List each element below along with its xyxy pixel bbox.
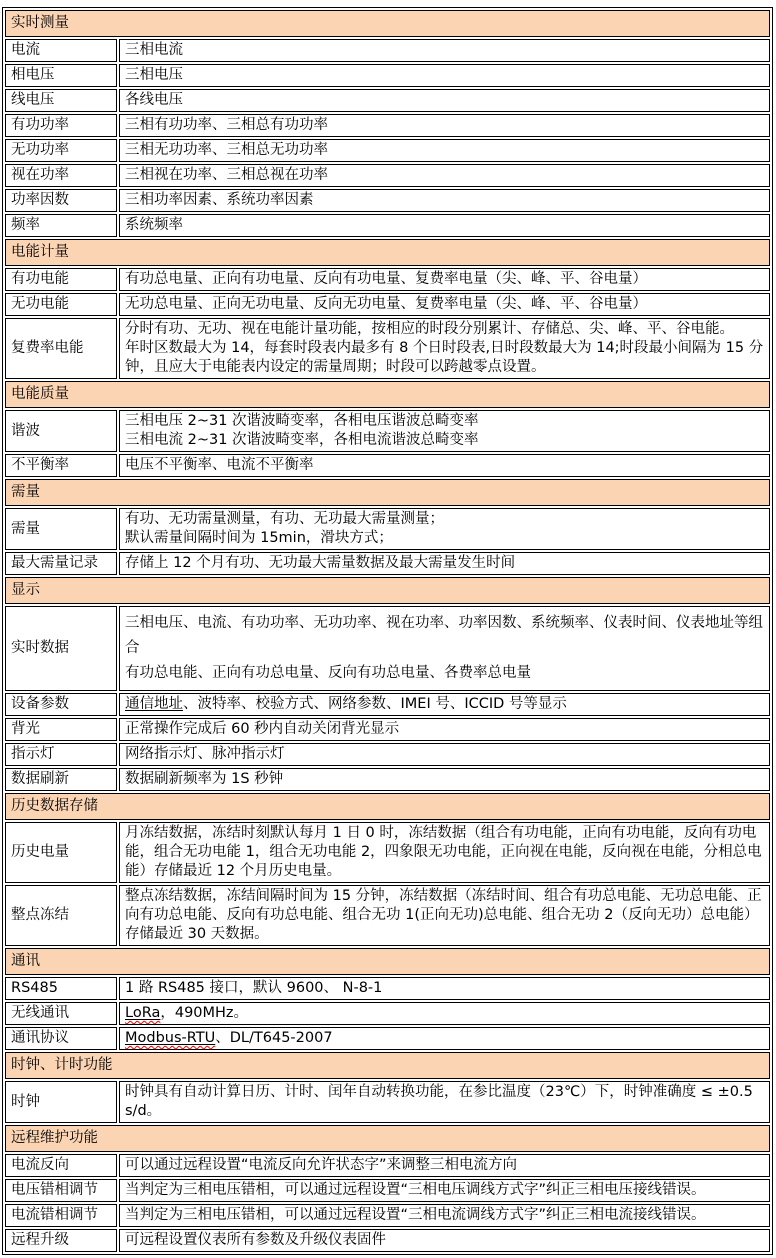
spec-row (5, 606, 770, 691)
spec-value-line (125, 141, 764, 160)
section-title: 远程维护功能 (5, 1125, 770, 1152)
spec-label: 历史电量 (5, 822, 117, 883)
spec-value (119, 139, 770, 162)
spec-value-line (125, 91, 764, 110)
spec-value-line (125, 1083, 764, 1121)
spec-value (119, 214, 770, 237)
spec-row (5, 1027, 770, 1050)
spec-value (119, 39, 770, 62)
text-segment: 可远程设置仪表所有参数及升级仪表固件 (125, 1232, 386, 1248)
spec-value-line (125, 41, 764, 60)
spec-row (5, 508, 770, 550)
spec-value-line (125, 979, 764, 998)
spec-table (2, 7, 773, 1255)
spec-row (5, 1081, 770, 1123)
text-segment: 1 路 RS485 接口，默认 9600、 N-8-1 (125, 980, 383, 996)
spec-value-line (125, 887, 764, 944)
section-title: 历史数据存储 (5, 793, 770, 820)
section-header-row (5, 10, 770, 37)
spec-value-line (125, 1206, 764, 1225)
spec-label: 有功功率 (5, 114, 117, 137)
text-segment: 当判定为三相电压错相，可以通过远程设置“三相电流调线方式字”纠正三相电流接线错误。 (125, 1207, 706, 1223)
text-segment: 三相无功功率、三相总无功功率 (125, 142, 328, 158)
spec-label: 有功电能 (5, 268, 117, 291)
spec-label: 整点冻结 (5, 885, 117, 946)
spec-value-line (125, 554, 764, 573)
spec-label: 复费率电能 (5, 318, 117, 379)
spec-value-line (125, 745, 764, 764)
text-segment: 、波特率、校验方式、网络参数、IMEI 号、ICCID 号等显示 (183, 696, 567, 712)
spec-value (119, 64, 770, 87)
spec-label: 无功电能 (5, 293, 117, 316)
spec-row (5, 885, 770, 946)
underlined-text (125, 696, 183, 712)
section-header-row (5, 793, 770, 820)
text-segment: 月冻结数据，冻结时刻默认每月 1 日 0 时，冻结数据（组合有功电能，正向有功电能，反向有功电能，组合无功电能 1，组合无功电能 2，四象限无功电能，正向视在电能，反向视在电能，分相总电能）存储最近 12 个月历史电量。 (125, 825, 762, 879)
spec-label: 电流 (5, 39, 117, 62)
spec-row (5, 1204, 770, 1227)
spec-value (119, 822, 770, 883)
text-segment: 可以通过远程设置“电流反向允许状态字”来调整三相电流方向 (125, 1157, 518, 1173)
spec-row (5, 1154, 770, 1177)
spec-label: RS485 (5, 977, 117, 1000)
spec-value-line (125, 295, 764, 314)
text-segment: 有功、无功需量测量，有功、无功最大需量测量； (125, 511, 444, 527)
spec-row (5, 552, 770, 575)
text-segment: 网络指示灯、脉冲指示灯 (125, 746, 285, 762)
spec-label: 电流反向 (5, 1154, 117, 1177)
spec-value (119, 768, 770, 791)
spec-row (5, 64, 770, 87)
spec-value-line (125, 1029, 764, 1048)
text-segment: 三相电压、电流、有功功率、无功功率、视在功率、功率因数、系统频率、仪表时间、仪表地址等组合 (125, 615, 763, 656)
spec-row (5, 454, 770, 477)
spec-value (119, 743, 770, 766)
text-segment: 整点冻结数据，冻结间隔时间为 15 分钟，冻结数据（冻结时间、组合有功总电能、无功总电能、正向有功总电能、反向有功总电能、组合无功 1(正向无功)总电能、组合无功 2（反向无功）总电能）存储最近 30 天数据。 (125, 888, 762, 942)
spec-value (119, 164, 770, 187)
spec-value (119, 114, 770, 137)
spec-value-line (125, 66, 764, 85)
section-header-row (5, 1052, 770, 1079)
spec-label: 需量 (5, 508, 117, 550)
spec-row (5, 768, 770, 791)
spec-row (5, 293, 770, 316)
spec-label: 电压错相调节 (5, 1179, 117, 1202)
spec-row (5, 214, 770, 237)
text-segment: 通信地址 (125, 696, 183, 712)
spec-label: 功率因数 (5, 189, 117, 212)
text-segment: 三相电压 (125, 67, 183, 83)
misspelled-word: Modbus-RTU (125, 1030, 216, 1046)
spec-label: 远程升级 (5, 1229, 117, 1252)
spec-label: 设备参数 (5, 693, 117, 716)
text-segment: 默认需量间隔时间为 15min，滑块方式； (125, 530, 393, 546)
text-segment: 各线电压 (125, 92, 183, 108)
spec-label: 谐波 (5, 410, 117, 452)
spec-value-line (125, 824, 764, 881)
section-header-row (5, 948, 770, 975)
spec-value-line (125, 1004, 764, 1023)
spec-label: 相电压 (5, 64, 117, 87)
spec-value (119, 1027, 770, 1050)
underlined-text (125, 1005, 160, 1021)
spec-value (119, 606, 770, 691)
spec-label: 通讯协议 (5, 1027, 117, 1050)
spec-label: 电流错相调节 (5, 1204, 117, 1227)
text-segment: 当判定为三相电压错相，可以通过远程设置“三相电压调线方式字”纠正三相电压接线错误。 (125, 1182, 706, 1198)
text-segment: 有功总电量、正向有功电量、反向有功电量、复费率电量（尖、峰、平、谷电量） (125, 271, 647, 287)
text-segment: 三相有功功率、三相总有功功率 (125, 117, 328, 133)
text-segment: 分时有功、无功、视在电能计量功能，按相应的时段分别累计、存储总、尖、峰、平、谷电能。 (125, 321, 734, 337)
section-header-row (5, 479, 770, 506)
spec-value-line (125, 116, 764, 135)
section-title: 通讯 (5, 948, 770, 975)
spec-value (119, 189, 770, 212)
spec-value-line (125, 1181, 764, 1200)
spec-label: 视在功率 (5, 164, 117, 187)
spec-row (5, 822, 770, 883)
text-segment: 正常操作完成后 60 秒内自动关闭背光显示 (125, 721, 400, 737)
spec-value (119, 885, 770, 946)
spec-label: 数据刷新 (5, 768, 117, 791)
text-segment: 三相功率因素、系统功率因素 (125, 192, 314, 208)
spec-value-line (125, 431, 764, 450)
spec-row (5, 743, 770, 766)
spec-value (119, 1229, 770, 1252)
spec-value-line (125, 661, 764, 686)
spec-label: 线电压 (5, 89, 117, 112)
spec-value (119, 1002, 770, 1025)
spec-value (119, 318, 770, 379)
spec-value-line (125, 529, 764, 548)
text-segment: ，490MHz。 (160, 1005, 249, 1021)
spec-row (5, 164, 770, 187)
text-segment: 年时区数最大为 14，每套时段表内最多有 8 个日时段表,日时段数最大为 14;时段最小间隔为 15 分钟，且应大于电能表内设定的需量周期；时段可以跨越零点设置。 (125, 340, 764, 375)
spec-value (119, 410, 770, 452)
section-title: 电能质量 (5, 381, 770, 408)
spec-label: 不平衡率 (5, 454, 117, 477)
spec-row (5, 1179, 770, 1202)
spec-value (119, 552, 770, 575)
section-header-row (5, 1125, 770, 1152)
spec-row (5, 89, 770, 112)
spec-row (5, 189, 770, 212)
spec-value-line (125, 456, 764, 475)
section-title: 需量 (5, 479, 770, 506)
spec-value-line (125, 510, 764, 529)
spec-value (119, 89, 770, 112)
spec-value (119, 293, 770, 316)
text-segment: 电压不平衡率、电流不平衡率 (125, 457, 314, 473)
spec-label: 无功功率 (5, 139, 117, 162)
spec-value-line (125, 611, 764, 661)
spec-value-line (125, 720, 764, 739)
spec-row (5, 39, 770, 62)
spec-row (5, 718, 770, 741)
text-segment: 时钟具有自动计算日历、计时、闰年自动转换功能，在参比温度（23℃）下，时钟准确度 ≤ ±0.5s/d。 (125, 1084, 753, 1119)
text-segment: 三相电流 2~31 次谐波畸变率，各相电流谐波总畸变率 (125, 432, 479, 448)
spec-value (119, 977, 770, 1000)
text-segment: 三相电压 2~31 次谐波畸变率，各相电压谐波总畸变率 (125, 413, 479, 429)
section-header-row (5, 239, 770, 266)
spec-row (5, 410, 770, 452)
spec-row (5, 114, 770, 137)
section-title: 显示 (5, 577, 770, 604)
spec-value (119, 1179, 770, 1202)
spec-value-line (125, 191, 764, 210)
text-segment: 三相电流 (125, 42, 183, 58)
spec-value (119, 454, 770, 477)
spec-value-line (125, 770, 764, 789)
text-segment: 三相视在功率、三相总视在功率 (125, 167, 328, 183)
text-segment: 有功总电能、正向有功总电量、反向有功总电量、各费率总电量 (125, 665, 531, 681)
text-segment: 存储上 12 个月有功、无功最大需量数据及最大需量发生时间 (125, 555, 516, 571)
text-segment: 系统频率 (125, 217, 183, 233)
misspelled-word: LoRa (125, 1005, 161, 1021)
spec-value (119, 1204, 770, 1227)
spec-value-line (125, 270, 764, 289)
section-header-row (5, 577, 770, 604)
spec-row (5, 318, 770, 379)
spec-value-line (125, 320, 764, 339)
spec-row (5, 1229, 770, 1252)
spec-label: 最大需量记录 (5, 552, 117, 575)
spec-label: 背光 (5, 718, 117, 741)
section-title: 实时测量 (5, 10, 770, 37)
spec-value-line (125, 166, 764, 185)
spec-value-line (125, 695, 764, 714)
spec-value (119, 268, 770, 291)
spec-value (119, 1081, 770, 1123)
spec-label: 时钟 (5, 1081, 117, 1123)
text-segment: 、DL/T645-2007 (215, 1030, 333, 1046)
spec-value (119, 718, 770, 741)
section-title: 时钟、计时功能 (5, 1052, 770, 1079)
spec-row (5, 977, 770, 1000)
spec-label: 指示灯 (5, 743, 117, 766)
spec-value-line (125, 339, 764, 377)
spec-value (119, 508, 770, 550)
spec-label: 无线通讯 (5, 1002, 117, 1025)
spec-label: 频率 (5, 214, 117, 237)
spec-row (5, 268, 770, 291)
spec-row (5, 139, 770, 162)
spec-row (5, 1002, 770, 1025)
section-header-row (5, 381, 770, 408)
spec-value-line (125, 216, 764, 235)
underlined-text (125, 1030, 215, 1046)
spec-value (119, 693, 770, 716)
section-title: 电能计量 (5, 239, 770, 266)
spec-value-line (125, 1156, 764, 1175)
spec-value (119, 1154, 770, 1177)
spec-row (5, 693, 770, 716)
spec-label: 实时数据 (5, 606, 117, 691)
text-segment: 无功总电量、正向无功电量、反向无功电量、复费率电量（尖、峰、平、谷电量） (125, 296, 647, 312)
spec-value-line (125, 412, 764, 431)
text-segment: 数据刷新频率为 1S 秒钟 (125, 771, 284, 787)
spec-value-line (125, 1231, 764, 1250)
